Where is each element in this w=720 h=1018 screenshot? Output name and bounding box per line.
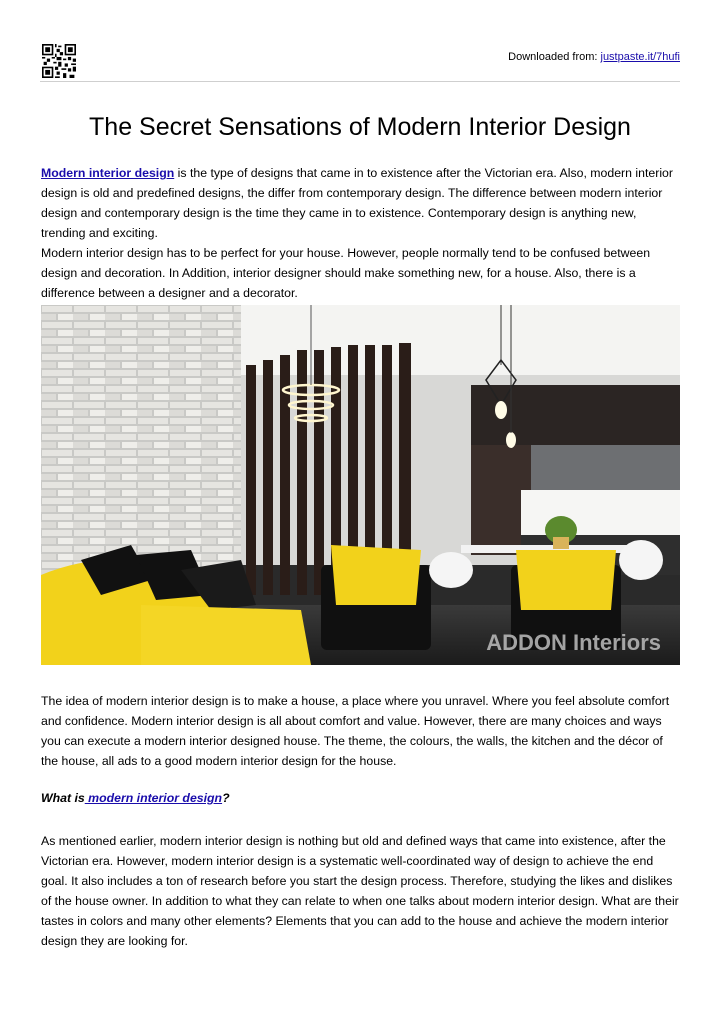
download-label: Downloaded from: (508, 51, 601, 63)
section-heading (41, 791, 230, 805)
body-paragraph-2: As mentioned earlier, modern interior design is nothing but old and defined ways that came into existence, after the Victorian era. However, modern interior design is a systematic well-coordinated way of design to achieve the end goal. It also includes a ton of research before you start the design process. Therefore, studying the likes and dislikes of the house owner. In addition to what they can relate to when one talks about modern interior design. What are their tastes in colors and many other elements? Elements that you can add to the house and achieve the modern interior design they are looking for. (41, 834, 679, 948)
modern-interior-design-link[interactable]: Modern interior design (41, 166, 175, 180)
header-divider (40, 81, 680, 82)
intro-text: is the type of designs that came in to existence after the Victorian era. Also, modern interior design is old and predefined designs, the differ from contemporary design. The difference between modern interior design and contemporary design is the time they came in to existence. Contemporary design is anything new, trending and exciting. (41, 166, 673, 240)
body-paragraph-1: The idea of modern interior design is to make a house, a place where you unravel. Where you feel absolute comfort and confidence. Modern interior design is all about comfort and value. However, there are many choices and ways you can execute a modern interior designed house. The theme, the colours, the walls, the kitchen and the décor of the house, all ads to a good modern interior design for the house. (41, 694, 670, 768)
living-room-image (41, 305, 680, 665)
intro-paragraph (41, 163, 681, 303)
page-title: The Secret Sensations of Modern Interior Design (89, 113, 631, 141)
download-source (508, 51, 680, 63)
photo-watermark: ADDON Interiors (486, 630, 661, 655)
qr-code-icon (42, 44, 76, 78)
intro-text-2: Modern interior design has to be perfect for your house. However, people normally tend to be confused between design and decoration. In Addition, interior designer should make something new, for a house. Also, there is a difference between a designer and a decorator. (41, 246, 651, 300)
heading-link[interactable]: modern interior design (84, 791, 223, 805)
download-link[interactable]: justpaste.it/7hufi (600, 51, 680, 63)
heading-suffix: ? (222, 791, 230, 805)
interior-photo (41, 305, 680, 665)
heading-prefix: What is (41, 791, 85, 805)
